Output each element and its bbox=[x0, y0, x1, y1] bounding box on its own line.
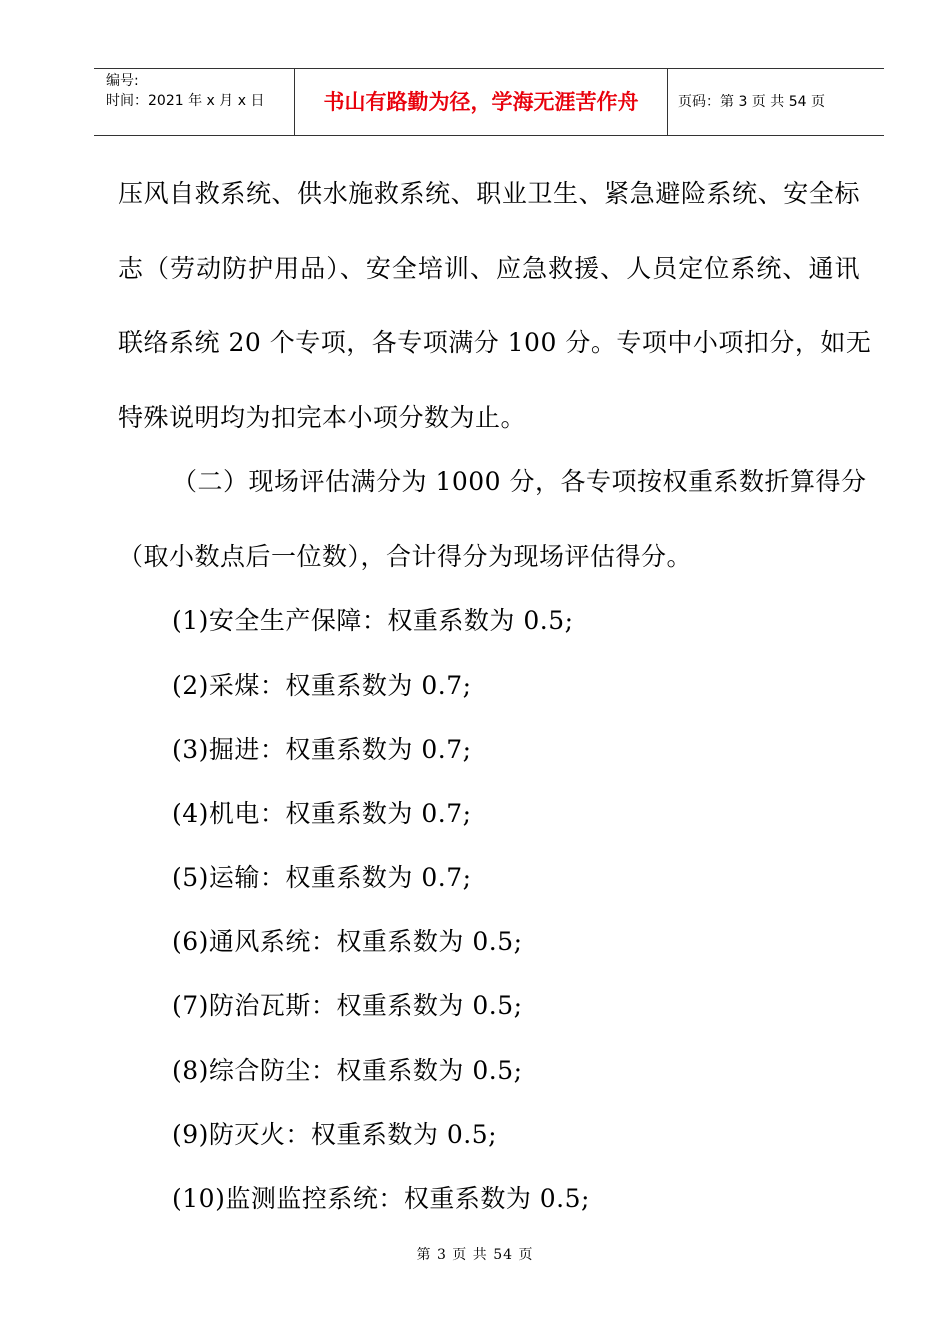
list-item: (9)防灭火：权重系数为 0.5; bbox=[172, 1120, 498, 1149]
paragraph-line: （取小数点后一位数），合计得分为现场评估得分。 bbox=[118, 542, 693, 571]
list-item: (1)安全生产保障：权重系数为 0.5; bbox=[172, 606, 574, 635]
list-item: (5)运输：权重系数为 0.7; bbox=[172, 863, 472, 892]
list-item: (6)通风系统：权重系数为 0.5; bbox=[172, 927, 523, 956]
list-item: (2)采煤：权重系数为 0.7; bbox=[172, 671, 472, 700]
list-item: (8)综合防尘：权重系数为 0.5; bbox=[172, 1056, 523, 1085]
list-item: (3)掘进：权重系数为 0.7; bbox=[172, 735, 472, 764]
paragraph-line: 联络系统 20 个专项，各专项满分 100 分。专项中小项扣分，如无 bbox=[118, 328, 872, 357]
document-date: 时间：2021 年 x 月 x 日 bbox=[106, 93, 265, 109]
page-header bbox=[94, 68, 884, 136]
page-footer: 第 3 页 共 54 页 bbox=[416, 1247, 534, 1263]
paragraph-line: 特殊说明均为扣完本小项分数为止。 bbox=[118, 403, 527, 432]
header-meta-cell bbox=[94, 69, 295, 135]
document-code-label: 编号: bbox=[106, 73, 139, 89]
header-motto-cell bbox=[295, 69, 668, 135]
header-page-cell bbox=[668, 69, 884, 135]
list-item: (10)监测监控系统：权重系数为 0.5; bbox=[172, 1184, 590, 1213]
paragraph-line: 压风自救系统、供水施救系统、职业卫生、紧急避险系统、安全标 bbox=[118, 179, 860, 208]
paragraph-line: （二）现场评估满分为 1000 分，各专项按权重系数折算得分 bbox=[172, 467, 867, 496]
list-item: (4)机电：权重系数为 0.7; bbox=[172, 799, 472, 828]
header-motto: 书山有路勤为径，学海无涯苦作舟 bbox=[323, 90, 639, 114]
list-item: (7)防治瓦斯：权重系数为 0.5; bbox=[172, 991, 523, 1020]
header-page-info: 页码：第 3 页 共 54 页 bbox=[678, 94, 825, 110]
paragraph-line: 志（劳动防护用品）、安全培训、应急救援、人员定位系统、通讯 bbox=[118, 254, 860, 283]
